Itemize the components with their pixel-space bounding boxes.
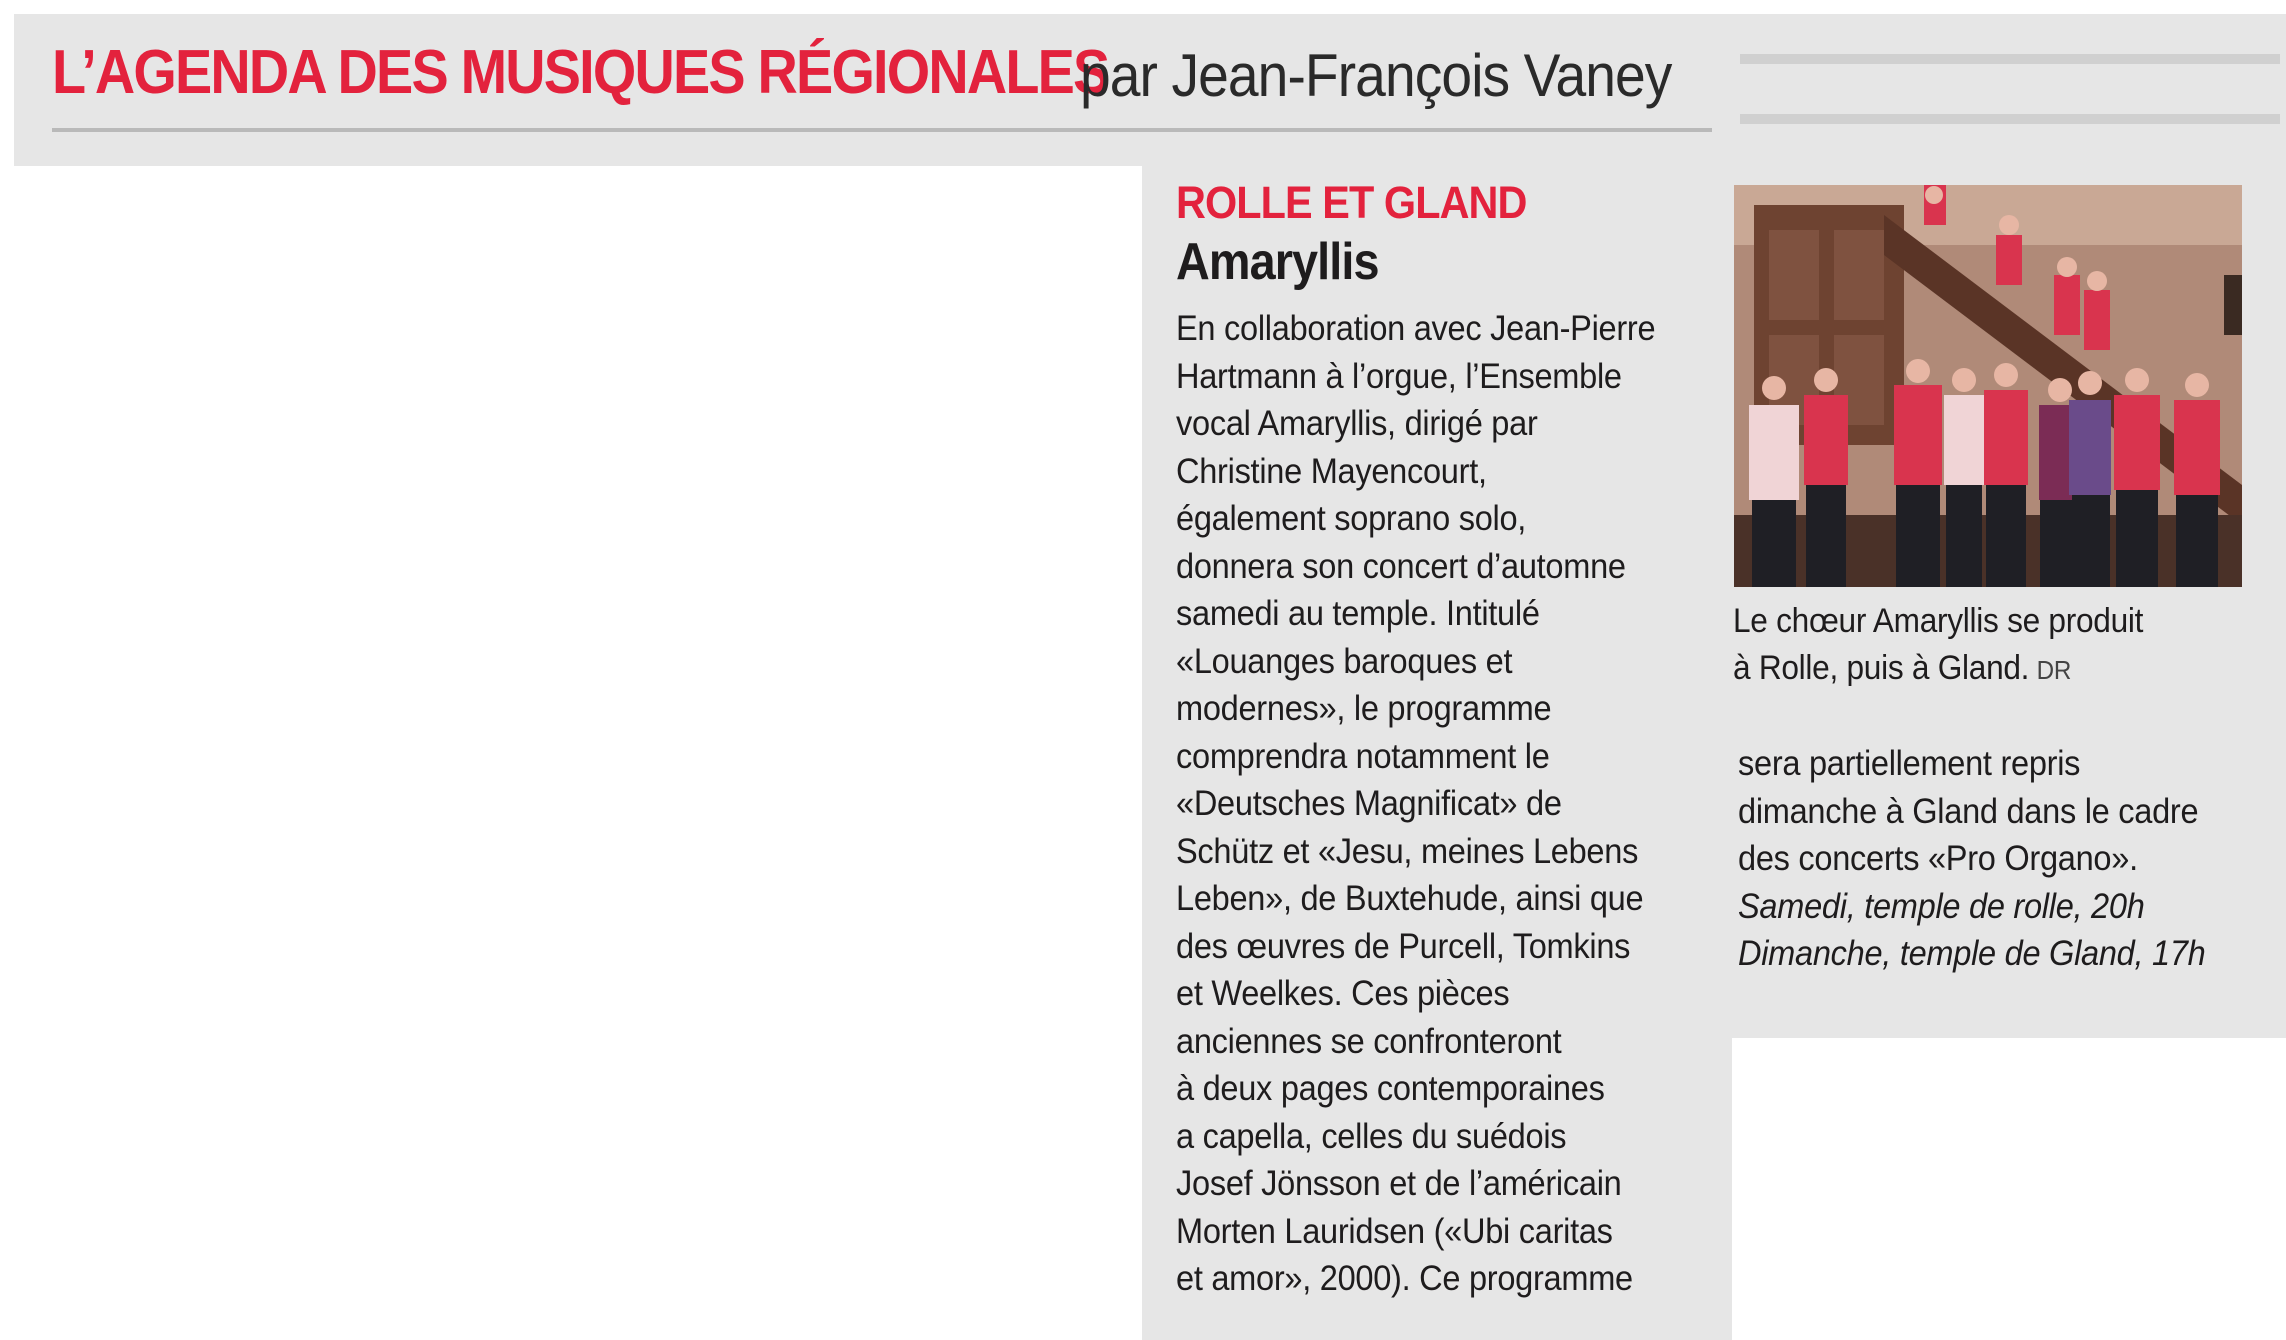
caption-text: à Rolle, puis à Gland.	[1733, 649, 2030, 687]
body-text-line: donnera son concert d’automne	[1176, 546, 1626, 586]
body-text-line: «Louanges baroques et	[1176, 641, 1513, 681]
bleed-through-texture	[1740, 20, 2280, 150]
article-headline: Amaryllis	[1176, 233, 1379, 291]
body-text-line: samedi au temple. Intitulé	[1176, 594, 1540, 633]
body-text-line: des œuvres de Purcell, Tomkins	[1176, 926, 1631, 966]
caption-line-with-credit	[1733, 645, 2217, 692]
article-continuation	[1738, 740, 2283, 978]
continuation-text-line: dimanche à Gland dans le cadre	[1738, 791, 2199, 831]
body-text-line: modernes», le programme	[1176, 689, 1552, 728]
body-text-line: Christine Mayencourt,	[1176, 451, 1487, 491]
body-text-line: également soprano solo,	[1176, 499, 1527, 538]
body-text-line: et amor», 2000). Ce programme	[1176, 1259, 1633, 1298]
continuation-text-line: des concerts «Pro Organo».	[1738, 839, 2138, 878]
body-text-line: En collaboration avec Jean-Pierre	[1176, 309, 1656, 348]
caption-line: Le chœur Amaryllis se produit	[1733, 602, 2144, 640]
body-text-line: «Deutsches Magnificat» de	[1176, 784, 1562, 823]
article-body	[1176, 305, 1696, 1303]
choir-photo	[1734, 185, 2242, 587]
continuation-text-line: sera partiellement repris	[1738, 744, 2081, 783]
body-text-line: Leben», de Buxtehude, ainsi que	[1176, 879, 1644, 918]
choir-photo-illustration	[1734, 185, 2242, 587]
body-text-line: à deux pages contemporaines	[1176, 1069, 1605, 1108]
body-text-line: anciennes se confronteront	[1176, 1021, 1562, 1061]
header-divider	[52, 128, 1712, 132]
body-text-line: Morten Lauridsen («Ubi caritas	[1176, 1211, 1613, 1251]
schedule-line: Samedi, temple de rolle, 20h	[1738, 886, 2145, 926]
schedule-line: Dimanche, temple de Gland, 17h	[1738, 934, 2206, 973]
body-text-line: Josef Jönsson et de l’américain	[1176, 1164, 1622, 1203]
body-text-line: Hartmann à l’orgue, l’Ensemble	[1176, 356, 1622, 396]
photo-credit: DR	[2036, 655, 2071, 685]
photo-caption	[1733, 598, 2253, 692]
body-text-line: comprendra notamment le	[1176, 736, 1550, 776]
article-kicker: ROLLE ET GLAND	[1176, 177, 1527, 228]
section-title: L’AGENDA DES MUSIQUES RÉGIONALES	[52, 38, 1109, 107]
body-text-line: a capella, celles du suédois	[1176, 1116, 1567, 1156]
section-header	[52, 38, 1672, 109]
article-column	[1176, 175, 1696, 1303]
author-byline: par Jean-François Vaney	[1080, 42, 1672, 109]
body-text-line: vocal Amaryllis, dirigé par	[1176, 404, 1538, 443]
body-text-line: Schütz et «Jesu, meines Lebens	[1176, 831, 1639, 871]
body-text-line: et Weelkes. Ces pièces	[1176, 974, 1510, 1013]
continuation-body	[1738, 740, 2283, 883]
event-schedule	[1738, 883, 2283, 978]
